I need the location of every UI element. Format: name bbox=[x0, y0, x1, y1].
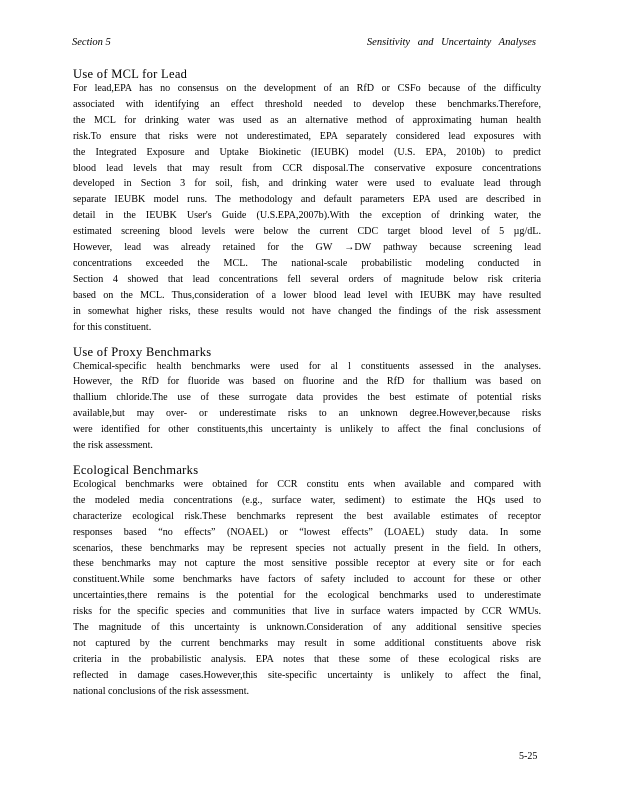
section-ecological-benchmarks bbox=[73, 463, 541, 700]
text-line: for this constituent. bbox=[73, 321, 152, 333]
text-line: constituent.While some benchmarks have factors of safety included to account for these or other bbox=[73, 574, 541, 586]
text-line: The magnitude of this uncertainty is unknown.Consideration of any additional sensitive species bbox=[73, 622, 541, 634]
section-heading: Use of Proxy Benchmarks bbox=[73, 344, 212, 359]
text-line: criteria in the probabilistic analysis. EPA notes that these some of these ecological risks are bbox=[73, 653, 541, 665]
text-line: Section 4 showed that lead concentrations fell several orders of magnitude below risk criteria bbox=[73, 273, 541, 285]
text-line: thallium chloride.The use of these surrogate data provides the best estimate of potential risks bbox=[73, 392, 541, 404]
text-line: risk.To ensure that risks were not underestimated, EPA separately considered lead exposures with bbox=[73, 130, 541, 142]
text-line: reflected in damage cases.However,this site-specific uncertainty is unlikely to affect the final, bbox=[73, 669, 541, 681]
text-line: not captured by the current benchmarks may result in some additional constituents above risk bbox=[73, 638, 541, 649]
section-paragraph bbox=[73, 359, 541, 454]
text-line: the MCL for drinking water was used as an alternative method of approximating human health bbox=[73, 114, 541, 126]
text-line: blood lead levels that may result from CCR disposal.The conservative exposure concentrations bbox=[73, 162, 541, 174]
text-line: characterize ecological risk.These benchmarks represent the best available estimates of receptor bbox=[73, 510, 541, 522]
text-line: scenarios, these benchmarks may be represent species not actually present in the field. In others, bbox=[73, 542, 541, 554]
text-line: developed in Section 3 for soil, fish, and drinking water were used to evaluate lead through bbox=[73, 178, 541, 190]
section-paragraph bbox=[73, 477, 541, 700]
section-heading: Ecological Benchmarks bbox=[73, 462, 199, 477]
text-line: separate IEUBK model runs. The methodology and default parameters EPA used are described in bbox=[73, 194, 541, 206]
text-line: the modeled media concentrations (e.g., surface water, sediment) to estimate the HQs used to bbox=[73, 494, 541, 506]
section-paragraph bbox=[73, 81, 541, 336]
page-number: 5-25 bbox=[519, 751, 538, 762]
text-line: associated with identifying an effect threshold needed to develop these benchmarks.Therefore, bbox=[73, 98, 541, 110]
text-line: were identified for other constituents,this uncertainty is unlikely to affect the final conclusions of bbox=[73, 424, 541, 436]
text-line: available,but may over- or underestimate risks to an unknown degree.However,because risks bbox=[73, 408, 541, 420]
text-line: detail in the IEUBK User's Guide (U.S.EPA,2007b).With the exception of drinking water, the bbox=[73, 210, 541, 222]
text-line: based on the MCL. Thus,consideration of a lower blood lead level with IEUBK may have resulted bbox=[73, 289, 541, 301]
section-mcl-lead bbox=[73, 67, 541, 336]
text-line: However, the RfD for fluoride was based on fluorine and the RfD for thallium was based on bbox=[73, 376, 541, 388]
header-section-label: Section 5 bbox=[72, 37, 111, 48]
section-heading: Use of MCL for Lead bbox=[73, 67, 188, 81]
text-line: the Integrated Exposure and Uptake Biokinetic (IEUBK) model (U.S. EPA, 2010b) to predict bbox=[73, 146, 541, 158]
text-line: However, lead was already retained for the GW →DW pathway because screening lead bbox=[73, 242, 541, 254]
running-header bbox=[72, 37, 536, 51]
text-line: estimated screening blood levels were below the current CDC target blood level of 5 µg/dL. bbox=[73, 226, 541, 238]
text-line: For lead,EPA has no consensus on the development of an RfD or CSFo because of the difficulty bbox=[73, 83, 541, 94]
text-line: in somewhat higher risks, these results would not have changed the findings of the risk assessment bbox=[73, 305, 541, 317]
text-line: responses based “no effects” (NOAEL) or “lowest effects” (LOAEL) study data. In some bbox=[73, 526, 541, 538]
section-proxy-benchmarks bbox=[73, 345, 541, 454]
page-body bbox=[73, 67, 541, 709]
text-line: these benchmarks may not capture the most sensitive possible receptor at every site or for each bbox=[73, 558, 541, 570]
text-line: risks for the specific species and communities that live in surface waters impacted by CCR WMUs. bbox=[73, 606, 541, 618]
header-section-title: Sensitivity and Uncertainty Analyses bbox=[366, 37, 536, 48]
text-line: Ecological benchmarks were obtained for CCR constitu ents when available and compared with bbox=[73, 478, 541, 490]
text-line: uncertainties,there remains is the potential for the ecological benchmarks used to underestimate bbox=[73, 590, 541, 602]
text-line: Chemical-specific health benchmarks were used for al l constituents assessed in the analyses. bbox=[73, 360, 541, 372]
text-line: the risk assessment. bbox=[73, 440, 153, 452]
text-line: national conclusions of the risk assessment. bbox=[73, 685, 250, 697]
text-line: concentrations exceeded the MCL. The national-scale probabilistic modeling conducted in bbox=[73, 257, 541, 269]
